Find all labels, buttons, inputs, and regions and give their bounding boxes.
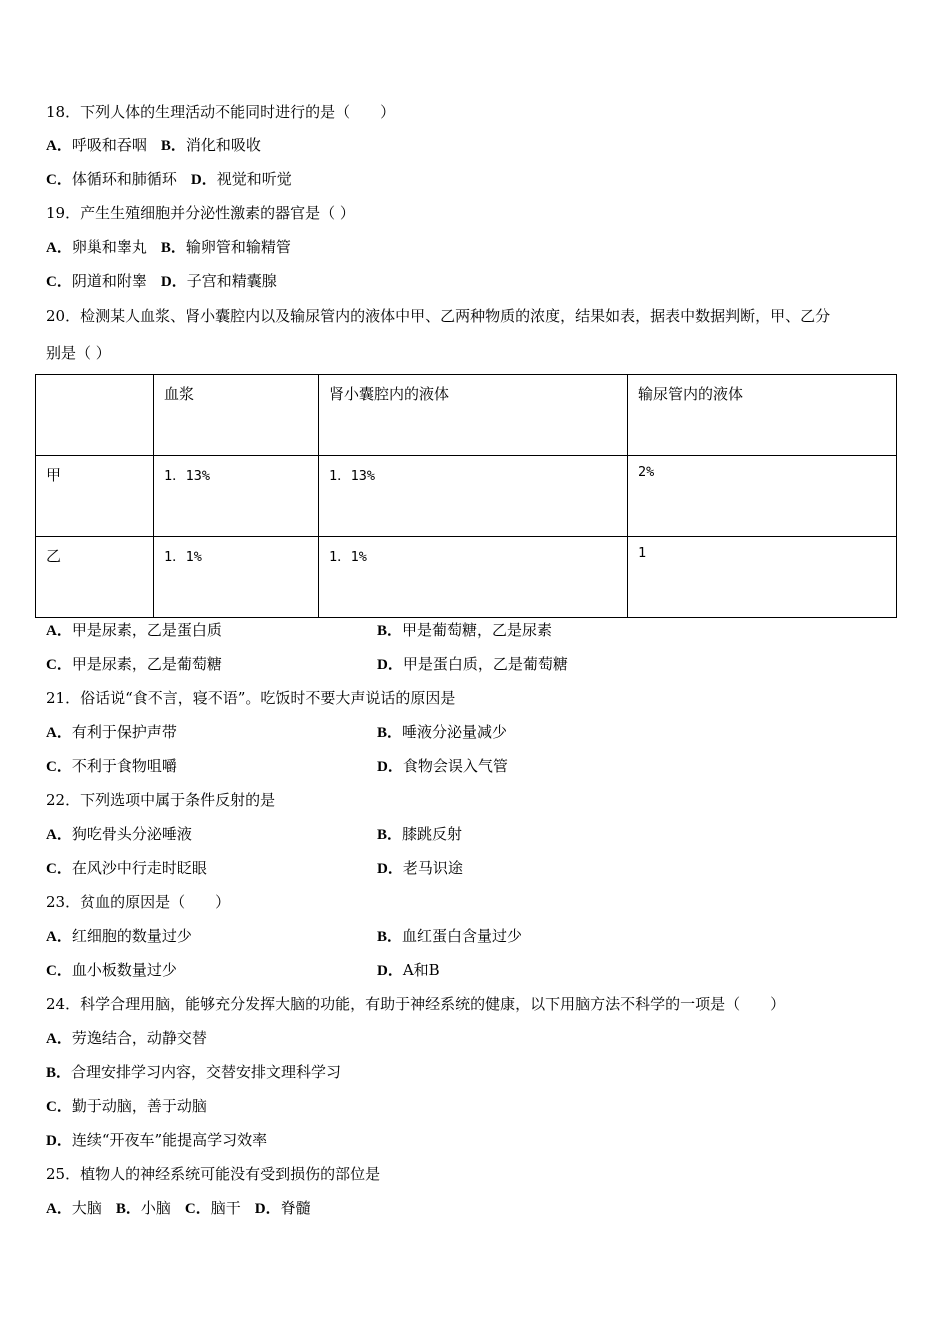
option-label: D．: [160, 274, 187, 290]
option-label: C．: [46, 274, 72, 290]
option-label: A．: [46, 1031, 72, 1047]
option-text: 狗吃骨头分泌唾液: [71, 825, 192, 843]
option-label: B．: [377, 827, 403, 843]
option-b[interactable]: [161, 238, 291, 256]
option-d[interactable]: [255, 1199, 311, 1217]
table-row-label: 乙: [36, 537, 154, 618]
option-b[interactable]: [377, 824, 462, 845]
option-label: B．: [377, 725, 403, 741]
option-b[interactable]: [377, 722, 507, 743]
option-label: D．: [46, 1133, 72, 1149]
option-b[interactable]: [116, 1199, 171, 1217]
table-row-label: 甲: [36, 456, 154, 537]
option-text: 甲是蛋白质，乙是葡萄糖: [402, 655, 568, 673]
option-label: B．: [160, 240, 186, 256]
option-label: B．: [115, 1201, 141, 1217]
table-cell: 1．13%: [319, 456, 628, 537]
option-label: A．: [46, 725, 72, 741]
table-cell: 1．1%: [154, 537, 319, 618]
option-text: 膝跳反射: [402, 825, 463, 843]
option-c[interactable]: [46, 654, 222, 675]
option-label: A．: [46, 929, 72, 945]
option-text: 视觉和听觉: [216, 170, 292, 188]
option-label: A．: [46, 138, 72, 154]
option-c[interactable]: [46, 960, 177, 981]
option-text: 子宫和精囊腺: [186, 272, 277, 290]
question-19-stem: 19．产生生殖细胞并分泌性激素的器官是（ ）: [46, 204, 355, 222]
option-text: 不利于食物咀嚼: [71, 757, 177, 775]
question-20-stem-continued: 别是（ ）: [46, 344, 111, 362]
option-a[interactable]: [46, 926, 192, 947]
option-text: 在风沙中行走时眨眼: [71, 859, 207, 877]
option-c[interactable]: [46, 170, 177, 188]
option-label: D．: [377, 963, 403, 979]
question-24-stem: 24．科学合理用脑，能够充分发挥大脑的功能，有助于神经系统的健康，以下用脑方法不科学的一项是（ ）: [46, 995, 786, 1013]
table-cell: 2%: [628, 456, 897, 537]
option-text: 唾液分泌量减少: [402, 723, 508, 741]
question-18-options-row-1: [46, 135, 261, 156]
table-row: [36, 537, 897, 618]
option-a[interactable]: [46, 824, 192, 845]
option-text: 甲是尿素，乙是蛋白质: [71, 621, 222, 639]
option-text: 有利于保护声带: [71, 723, 177, 741]
option-b[interactable]: [161, 136, 261, 154]
option-d[interactable]: [191, 170, 292, 188]
option-text: 血红蛋白含量过少: [402, 927, 523, 945]
option-label: B．: [377, 623, 403, 639]
option-label: A．: [46, 623, 72, 639]
option-text: 输卵管和输精管: [185, 238, 291, 256]
option-label: C．: [46, 657, 72, 673]
table-header-cell: 血浆: [154, 375, 319, 456]
question-19-options-row-2: [46, 271, 277, 292]
option-text: 阴道和附睾: [71, 272, 147, 290]
option-b[interactable]: [377, 926, 522, 947]
option-d[interactable]: [46, 1130, 267, 1151]
question-19-options-row-1: [46, 237, 291, 258]
option-a[interactable]: [46, 136, 147, 154]
option-label: B．: [160, 138, 186, 154]
option-c[interactable]: [185, 1199, 241, 1217]
option-text: 勤于动脑，善于动脑: [71, 1097, 207, 1115]
option-text: 小脑: [140, 1199, 171, 1217]
option-label: C．: [46, 172, 72, 188]
option-a[interactable]: [46, 238, 147, 256]
option-text: 呼吸和吞咽: [71, 136, 147, 154]
table-cell: 1．1%: [319, 537, 628, 618]
option-d[interactable]: [161, 272, 277, 290]
question-18-stem: 18．下列人体的生理活动不能同时进行的是（ ）: [46, 103, 396, 121]
option-b[interactable]: [46, 1062, 341, 1083]
option-label: C．: [184, 1201, 211, 1217]
option-label: D．: [190, 172, 217, 188]
option-label: D．: [377, 861, 403, 877]
option-label: B．: [46, 1065, 72, 1081]
option-text: 红细胞的数量过少: [71, 927, 192, 945]
table-header-cell: 肾小囊腔内的液体: [319, 375, 628, 456]
option-text: 连续“开夜车”能提高学习效率: [71, 1131, 268, 1149]
option-text: 甲是尿素，乙是葡萄糖: [71, 655, 222, 673]
question-22-stem: 22．下列选项中属于条件反射的是: [46, 791, 276, 809]
option-text: A和B: [402, 961, 440, 979]
option-a[interactable]: [46, 722, 177, 743]
option-label: A．: [46, 240, 72, 256]
option-label: B．: [377, 929, 403, 945]
question-18-options-row-2: [46, 169, 292, 190]
option-label: D．: [377, 657, 403, 673]
option-label: D．: [377, 759, 403, 775]
option-text: 甲是葡萄糖，乙是尿素: [402, 621, 553, 639]
option-d[interactable]: [377, 654, 568, 675]
table-header-row: [36, 375, 897, 456]
question-25-stem: 25．植物人的神经系统可能没有受到损伤的部位是: [46, 1165, 381, 1183]
question-20-stem: 20．检测某人血浆、肾小囊腔内以及输尿管内的液体中甲、乙两种物质的浓度，结果如表，据表中数据判断，甲、乙分: [46, 307, 831, 325]
option-text: 老马识途: [402, 859, 463, 877]
option-text: 消化和吸收: [185, 136, 261, 154]
option-text: 卵巢和睾丸: [71, 238, 147, 256]
option-text: 血小板数量过少: [71, 961, 177, 979]
question-23-stem: 23．贫血的原因是（ ）: [46, 893, 231, 911]
option-c[interactable]: [46, 756, 177, 777]
option-label: C．: [46, 963, 72, 979]
option-a[interactable]: [46, 1199, 102, 1217]
option-label: C．: [46, 759, 72, 775]
option-b[interactable]: [377, 620, 552, 641]
option-text: 体循环和肺循环: [71, 170, 177, 188]
option-text: 合理安排学习内容，交替安排文理科学习: [71, 1063, 342, 1081]
option-c[interactable]: [46, 272, 147, 290]
option-a[interactable]: [46, 620, 222, 641]
question-21-stem: 21．俗话说“食不言，寝不语”。吃饭时不要大声说话的原因是: [46, 689, 456, 707]
option-label: C．: [46, 1099, 72, 1115]
option-text: 劳逸结合，动静交替: [71, 1029, 207, 1047]
option-text: 食物会误入气管: [402, 757, 508, 775]
option-text: 脑干: [210, 1199, 241, 1217]
table-header-cell: 输尿管内的液体: [628, 375, 897, 456]
table-header-cell: [36, 375, 154, 456]
table-row: [36, 456, 897, 537]
option-a[interactable]: [46, 1028, 207, 1049]
option-label: A．: [46, 827, 72, 843]
option-text: 大脑: [71, 1199, 102, 1217]
table-cell: 1: [628, 537, 897, 618]
concentration-table: [35, 374, 897, 618]
question-25-options-row: [46, 1198, 311, 1219]
option-d[interactable]: [377, 960, 440, 981]
option-label: D．: [254, 1201, 281, 1217]
option-c[interactable]: [46, 858, 207, 879]
option-d[interactable]: [377, 858, 463, 879]
option-text: 脊髓: [280, 1199, 311, 1217]
table-cell: 1．13%: [154, 456, 319, 537]
option-c[interactable]: [46, 1096, 207, 1117]
option-label: C．: [46, 861, 72, 877]
option-d[interactable]: [377, 756, 508, 777]
option-label: A．: [46, 1201, 72, 1217]
